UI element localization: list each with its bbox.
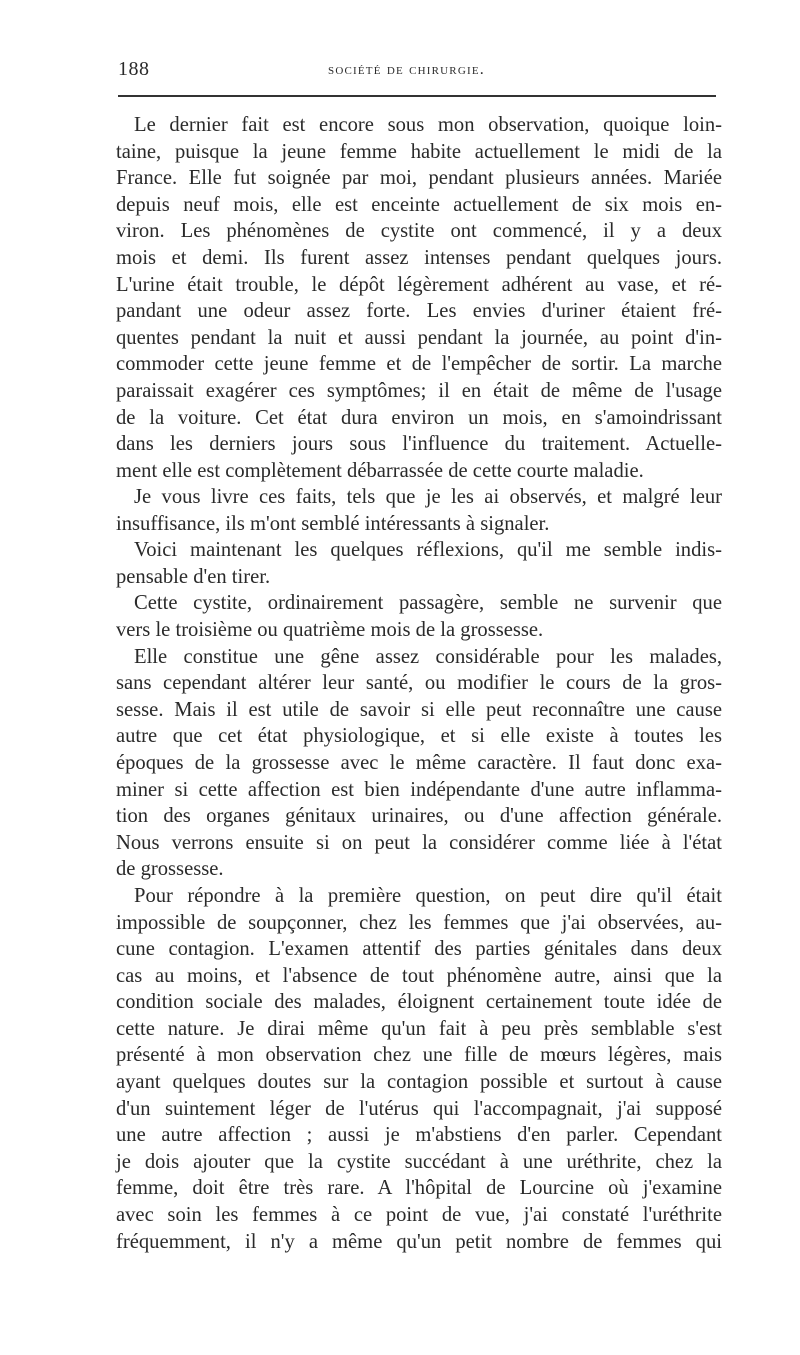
text-line: Je vous livre ces faits, tels que je les ai observés, et malgré leur: [134, 486, 722, 508]
text-line: cas au moins, et l'absence de tout phénomène autre, ainsi que la: [116, 964, 722, 987]
text-line: Le dernier fait est encore sous mon observation, quoique loin-: [134, 114, 722, 136]
text-line: sesse. Mais il est utile de savoir si elle peut reconnaître une cause: [116, 698, 722, 721]
text-line: miner si cette affection est bien indépendante d'une autre inflamma-: [116, 778, 722, 801]
page-number: 188: [118, 58, 150, 80]
running-head: [118, 58, 718, 88]
text-line: dans les derniers jours sous l'influence du traitement. Actuelle-: [116, 433, 722, 456]
paragraph-reflections: [116, 484, 722, 1255]
text-line: quentes pendant la nuit et aussi pendant la journée, au point d'in-: [116, 326, 722, 349]
text-line: je dois ajouter que la cystite succédant à une uréthrite, chez la: [116, 1150, 722, 1173]
text-line: viron. Les phénomènes de cystite ont commencé, il y a deux: [116, 220, 722, 243]
header-rule: [118, 95, 716, 97]
text-line: L'urine était trouble, le dépôt légèrement adhérent au vase, et ré-: [116, 273, 722, 296]
text-line: France. Elle fut soignée par moi, pendant plusieurs années. Mariée: [116, 167, 722, 190]
text-line: tion des organes génitaux urinaires, ou d'une affection générale.: [116, 805, 722, 828]
text-line: d'un suintement léger de l'utérus qui l'accompagnait, j'ai supposé: [116, 1097, 722, 1120]
text-line: de grossesse.: [116, 858, 224, 881]
text-line: Nous verrons ensuite si on peut la considérer comme liée à l'état: [116, 831, 722, 854]
text-line: une autre affection ; aussi je m'abstiens d'en parler. Cependant: [116, 1124, 722, 1147]
text-line: autre que cet état physiologique, et si elle existe à toutes les: [116, 725, 722, 748]
text-line: impossible de soupçonner, chez les femmes que j'ai observées, au-: [116, 911, 722, 934]
text-line: Voici maintenant les quelques réflexions, qu'il me semble indis-: [134, 539, 722, 562]
text-line: avec soin les femmes à ce point de vue, j'ai constaté l'uréthrite: [116, 1204, 722, 1227]
text-line: vers le troisième ou quatrième mois de la grossesse.: [116, 618, 544, 641]
text-line: fréquemment, il n'y a même qu'un petit nombre de femmes qui: [116, 1230, 722, 1253]
text-line: Cette cystite, ordinairement passagère, semble ne survenir que: [134, 592, 722, 615]
text-line: pensable d'en tirer.: [116, 565, 271, 588]
header-title: société de chirurgie.: [328, 61, 485, 78]
text-line: femme, doit être très rare. A l'hôpital de Lourcine où j'examine: [116, 1177, 722, 1200]
text-line: condition sociale des malades, éloignent certainement toute idée de: [116, 991, 722, 1014]
text-line: Elle constitue une gêne assez considérable pour les malades,: [134, 645, 722, 668]
text-line: époques de la grossesse avec le même caractère. Il faut donc exa-: [116, 751, 722, 774]
text-line: cune contagion. L'examen attentif des parties génitales dans deux: [116, 938, 722, 961]
text-line: cette nature. Je dirai même qu'un fait à peu près semblable s'est: [116, 1017, 722, 1040]
text-line: insuffisance, ils m'ont semblé intéressants à signaler.: [116, 512, 550, 535]
text-line: présenté à mon observation chez une fille de mœurs légères, mais: [116, 1044, 722, 1067]
text-line: ayant quelques doutes sur la contagion possible et surtout à cause: [116, 1071, 722, 1094]
text-line: sans cependant altérer leur santé, ou modifier le cours de la gros-: [116, 672, 722, 695]
text-line: ment elle est complètement débarrassée de cette courte maladie.: [116, 459, 644, 482]
text-line: paraissait exagérer ces symptômes; il en était de même de l'usage: [116, 379, 722, 402]
text-line: de la voiture. Cet état dura environ un mois, en s'amoindrissant: [116, 406, 722, 429]
text-line: taine, puisque la jeune femme habite actuellement le midi de la: [116, 140, 722, 163]
text-line: Pour répondre à la première question, on peut dire qu'il était: [134, 884, 722, 907]
text-line: depuis neuf mois, elle est enceinte actuellement de six mois en-: [116, 193, 722, 216]
paragraph-case-observation: [116, 112, 722, 484]
text-line: pandant une odeur assez forte. Les envies d'uriner étaient fré-: [116, 300, 722, 323]
text-line: commoder cette jeune femme et de l'empêcher de sortir. La marche: [116, 353, 722, 376]
text-line: mois et demi. Ils furent assez intenses pendant quelques jours.: [116, 246, 722, 269]
